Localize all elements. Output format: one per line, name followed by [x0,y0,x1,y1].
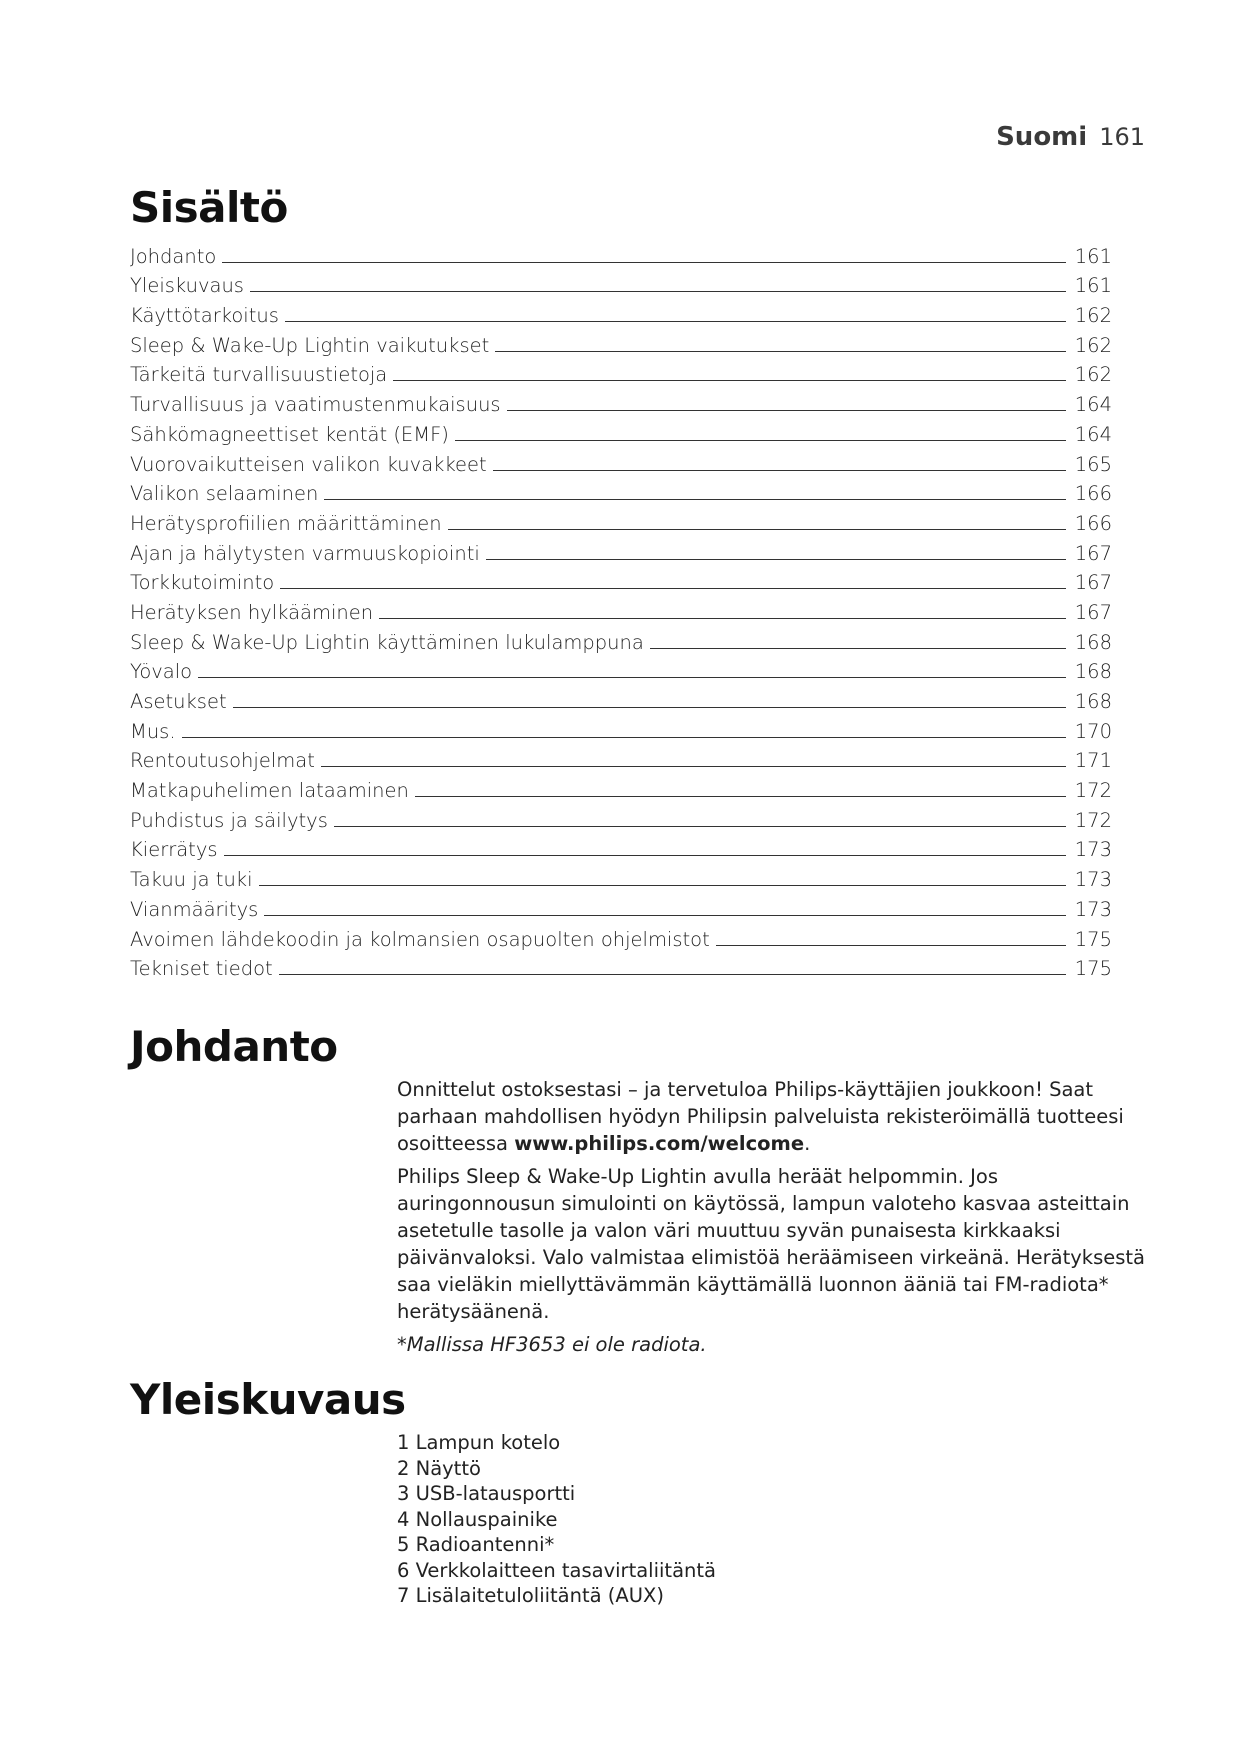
toc-entry-title: Tekniset tiedot [130,957,273,981]
part-item: 4 Nollauspainike [397,1507,558,1531]
toc-entry-page: 162 [1074,333,1112,357]
toc-leader-line [448,528,1066,530]
toc-entry-title: Herätysprofiilien määrittäminen [130,511,442,535]
intro-paragraph-1 [397,1076,1147,1157]
toc-entry[interactable] [130,476,1112,506]
toc-entry-page: 164 [1074,422,1112,446]
toc-entry[interactable] [130,268,1112,298]
toc-entry-title: Takuu ja tuki [130,868,253,892]
parts-list [397,1430,716,1609]
toc-entry-page: 171 [1074,749,1112,773]
toc-leader-line [182,736,1066,738]
toc-entry[interactable] [130,416,1112,446]
toc-entry-title: Torkkutoiminto [130,571,275,595]
toc-entry-page: 173 [1074,868,1112,892]
toc-entry-title: Kierrätys [130,838,218,862]
toc-entry[interactable] [130,802,1112,832]
toc-entry-page: 166 [1074,511,1112,535]
toc-entry[interactable] [130,683,1112,713]
table-of-contents [130,238,1112,980]
toc-leader-line [264,914,1066,916]
toc-entry-title: Käyttötarkoitus [130,304,279,328]
toc-leader-line [280,587,1066,589]
toc-leader-line [285,320,1066,322]
toc-entry-page: 161 [1074,274,1112,298]
toc-entry[interactable] [130,772,1112,802]
part-item: 6 Verkkolaitteen tasavirtaliitäntä [397,1558,716,1582]
page-number: 161 [1099,123,1145,151]
toc-leader-line [393,379,1066,381]
toc-entry[interactable] [130,594,1112,624]
toc-leader-line [507,409,1066,411]
intro-heading: Johdanto [130,1022,338,1071]
toc-entry[interactable] [130,565,1112,595]
toc-leader-line [455,439,1066,441]
toc-entry-page: 167 [1074,600,1112,624]
page-header [996,122,1145,152]
toc-entry-title: Turvallisuus ja vaatimustenmukaisuus [130,393,501,417]
toc-leader-line [334,825,1066,827]
toc-entry-page: 162 [1074,363,1112,387]
toc-entry-title: Valikon selaaminen [130,482,319,506]
toc-leader-line [233,706,1066,708]
toc-entry-title: Herätyksen hylkääminen [130,600,374,624]
toc-entry-page: 167 [1074,571,1112,595]
toc-entry[interactable] [130,357,1112,387]
toc-entry[interactable] [130,386,1112,416]
toc-entry-page: 170 [1074,719,1112,743]
toc-entry-page: 172 [1074,779,1112,803]
toc-leader-line [224,854,1066,856]
part-item: 1 Lampun kotelo [397,1431,561,1454]
toc-entry-title: Vuorovaikutteisen valikon kuvakkeet [130,452,487,476]
toc-entry[interactable] [130,654,1112,684]
toc-leader-line [324,498,1066,500]
toc-entry-title: Rentoutusohjelmat [130,749,315,773]
philips-welcome-link[interactable]: www.philips.com/welcome [514,1132,805,1155]
toc-entry-page: 168 [1074,630,1112,654]
toc-entry-page: 173 [1074,897,1112,921]
intro-text-end: . [804,1132,811,1155]
toc-entry-title: Johdanto [130,244,217,268]
part-item: 3 USB-latausportti [397,1482,576,1505]
toc-entry-page: 173 [1074,838,1112,862]
toc-leader-line [716,944,1066,946]
toc-leader-line [415,795,1066,797]
toc-entry[interactable] [130,624,1112,654]
part-item: 5 Radioantenni* [397,1533,555,1556]
toc-entry[interactable] [130,446,1112,476]
toc-entry[interactable] [130,861,1112,891]
toc-entry-title: Puhdistus ja säilytys [130,808,328,832]
toc-leader-line [279,973,1066,975]
toc-entry-title: Yleiskuvaus [130,274,244,298]
toc-leader-line [259,884,1066,886]
intro-text: Onnittelut ostoksestasi – ja tervetuloa Philips-käyttäjien joukkoon! Saat parhaan mahdollisen hyödyn Philipsin palveluista rekisteröimällä tuotteesi osoitteessa [397,1078,1124,1155]
toc-leader-line [486,558,1066,560]
toc-entry-page: 168 [1074,690,1112,713]
toc-entry-title: Asetukset [130,690,227,713]
toc-entry[interactable] [130,921,1112,951]
toc-leader-line [493,469,1066,471]
part-item: 7 Lisälaitetuloliitäntä (AUX) [397,1584,664,1607]
toc-leader-line [222,261,1066,263]
part-item: 2 Näyttö [397,1456,481,1480]
toc-entry[interactable] [130,891,1112,921]
toc-entry[interactable] [130,535,1112,565]
toc-entry-title: Matkapuhelimen lataaminen [130,779,409,803]
toc-leader-line [379,617,1066,619]
toc-entry-page: 167 [1074,541,1112,565]
toc-entry-title: Sähkömagneettiset kentät (EMF) [130,422,449,446]
toc-leader-line [198,676,1066,678]
toc-entry-page: 166 [1074,482,1112,506]
toc-entry[interactable] [130,297,1112,327]
toc-entry[interactable] [130,832,1112,862]
toc-entry-page: 162 [1074,304,1112,328]
toc-leader-line [650,647,1066,649]
toc-entry-title: Ajan ja hälytysten varmuuskopiointi [130,541,480,565]
toc-entry[interactable] [130,238,1112,268]
toc-entry-title: Mus. [130,719,176,743]
toc-entry-page: 164 [1074,393,1112,417]
toc-entry-title: Yövalo [130,660,193,684]
toc-entry[interactable] [130,713,1112,743]
toc-heading: Sisältö [130,183,288,232]
toc-leader-line [495,350,1066,352]
intro-section [397,1076,1147,1364]
toc-entry-page: 175 [1074,957,1112,981]
toc-entry-title: Sleep & Wake-Up Lightin vaikutukset [130,333,490,357]
toc-entry[interactable] [130,743,1112,773]
toc-entry-title: Vianmääritys [130,897,259,921]
toc-leader-line [321,765,1066,767]
toc-entry-page: 168 [1074,660,1112,684]
toc-entry-title: Tärkeitä turvallisuustietoja [130,363,388,387]
toc-entry-title: Sleep & Wake-Up Lightin käyttäminen lukulamppuna [130,630,644,654]
language-label: Suomi [996,122,1088,152]
radio-note: *Mallissa HF3653 ei ole radiota. [397,1333,707,1356]
toc-entry[interactable] [130,505,1112,535]
intro-paragraph-2: Philips Sleep & Wake-Up Lightin avulla heräät helpommin. Jos auringonnousun simulointi on käytössä, lampun valoteho kasvaa asteittain asetetulle tasolle ja valon väri muuttuu syvän punaisesta kirkkaaksi päivänvaloksi. Valo valmistaa elimistöä heräämiseen virkeänä. Herätyksestä saa vieläkin miellyttävämmän käyttämällä luonnon ääniä tai FM-radiota* herätysäänenä. [397,1165,1146,1323]
toc-entry-page: 175 [1074,927,1112,951]
toc-entry[interactable] [130,951,1112,981]
toc-entry-page: 161 [1074,244,1112,268]
toc-entry-title: Avoimen lähdekoodin ja kolmansien osapuolten ohjelmistot [130,927,710,951]
toc-entry[interactable] [130,327,1112,357]
overview-heading: Yleiskuvaus [130,1375,406,1424]
toc-entry-page: 172 [1074,808,1112,832]
toc-entry-page: 165 [1074,452,1112,476]
toc-leader-line [250,290,1066,292]
